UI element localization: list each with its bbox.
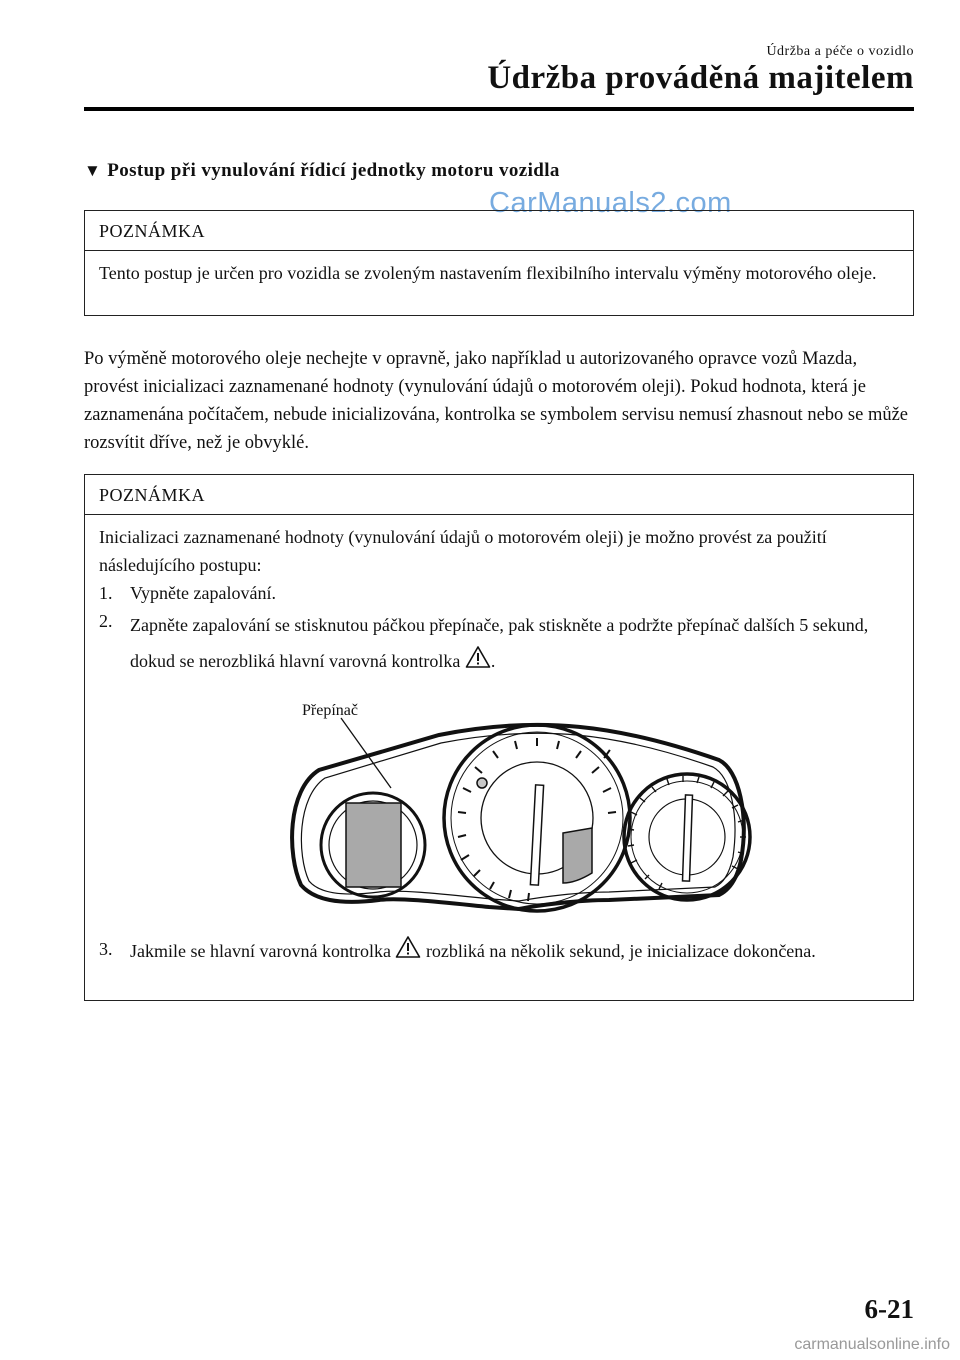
note-box-2 [84, 474, 914, 1001]
left-display-panel [346, 803, 401, 887]
instrument-cluster-figure [99, 685, 899, 935]
page-number: 6-21 [864, 1294, 914, 1324]
body-paragraph: Po výměně motorového oleje nechejte v opravně, jako například u autorizovaného opravce vozů Mazda, provést inicializaci zaznamenané hodnoty (vynulování údajů o motorovém oleji). Pokud hodnota, která je zaznamenána počítačem, nebude inicializována, kontrolka se symbolem servisu nemusí zhasnout nebo se může rozsvítit dříve, než je obvyklé. [84, 349, 908, 453]
note-box-1 [84, 210, 914, 316]
watermark-logo: CarManuals2.com [489, 187, 732, 219]
step-text-end: . [490, 651, 496, 671]
note-heading: POZNÁMKA [85, 475, 913, 515]
list-item [99, 935, 899, 965]
step-number: 3. [99, 939, 113, 959]
tachometer-needle [530, 785, 543, 885]
step-text: Jakmile se hlavní varovná kontrolka [130, 941, 391, 961]
section-title-text: Postup při vynulování řídicí jednotky motoru vozidla [107, 160, 560, 181]
tachometer-display [563, 828, 592, 883]
speedometer-needle [683, 795, 693, 881]
header-rule [84, 107, 914, 111]
step-number: 2. [99, 611, 113, 631]
warning-triangle-icon [395, 935, 421, 959]
chapter-title: Údržba prováděná majitelem [487, 60, 914, 96]
step-text-end: rozbliká na několik sekund, je inicializace dokončena. [425, 941, 816, 961]
list-item [99, 607, 899, 679]
figure-label-switch: Přepínač [302, 702, 358, 719]
note-text: Tento postup je určen pro vozidla se zvoleným nastavením flexibilního intervalu výměny motorového oleje. [99, 263, 877, 283]
section-title [84, 160, 560, 182]
step-text: Zapněte zapalování se stisknutou páčkou přepínače, pak stiskněte a podržte přepínač dalších 5 sekund, dokud se nerozbliká hlavní varovná kontrolka [130, 615, 869, 671]
list-item [99, 579, 899, 607]
warning-triangle-icon [465, 645, 491, 669]
instrument-cluster-drawing [279, 685, 759, 935]
triangle-marker-icon: ▼ [84, 161, 102, 180]
note-heading: POZNÁMKA [85, 211, 913, 251]
footer-watermark: carmanualsonline.info [794, 1336, 950, 1353]
chapter-subtitle: Údržba a péče o vozidlo [766, 44, 914, 59]
switch-knob [477, 778, 487, 788]
step-number: 1. [99, 583, 113, 603]
note-body [85, 515, 913, 975]
note-intro: Inicializaci zaznamenané hodnoty (vynulování údajů o motorovém oleji) je možno provést za použití následujícího postupu: [99, 527, 827, 575]
step-text: Vypněte zapalování. [130, 583, 276, 603]
